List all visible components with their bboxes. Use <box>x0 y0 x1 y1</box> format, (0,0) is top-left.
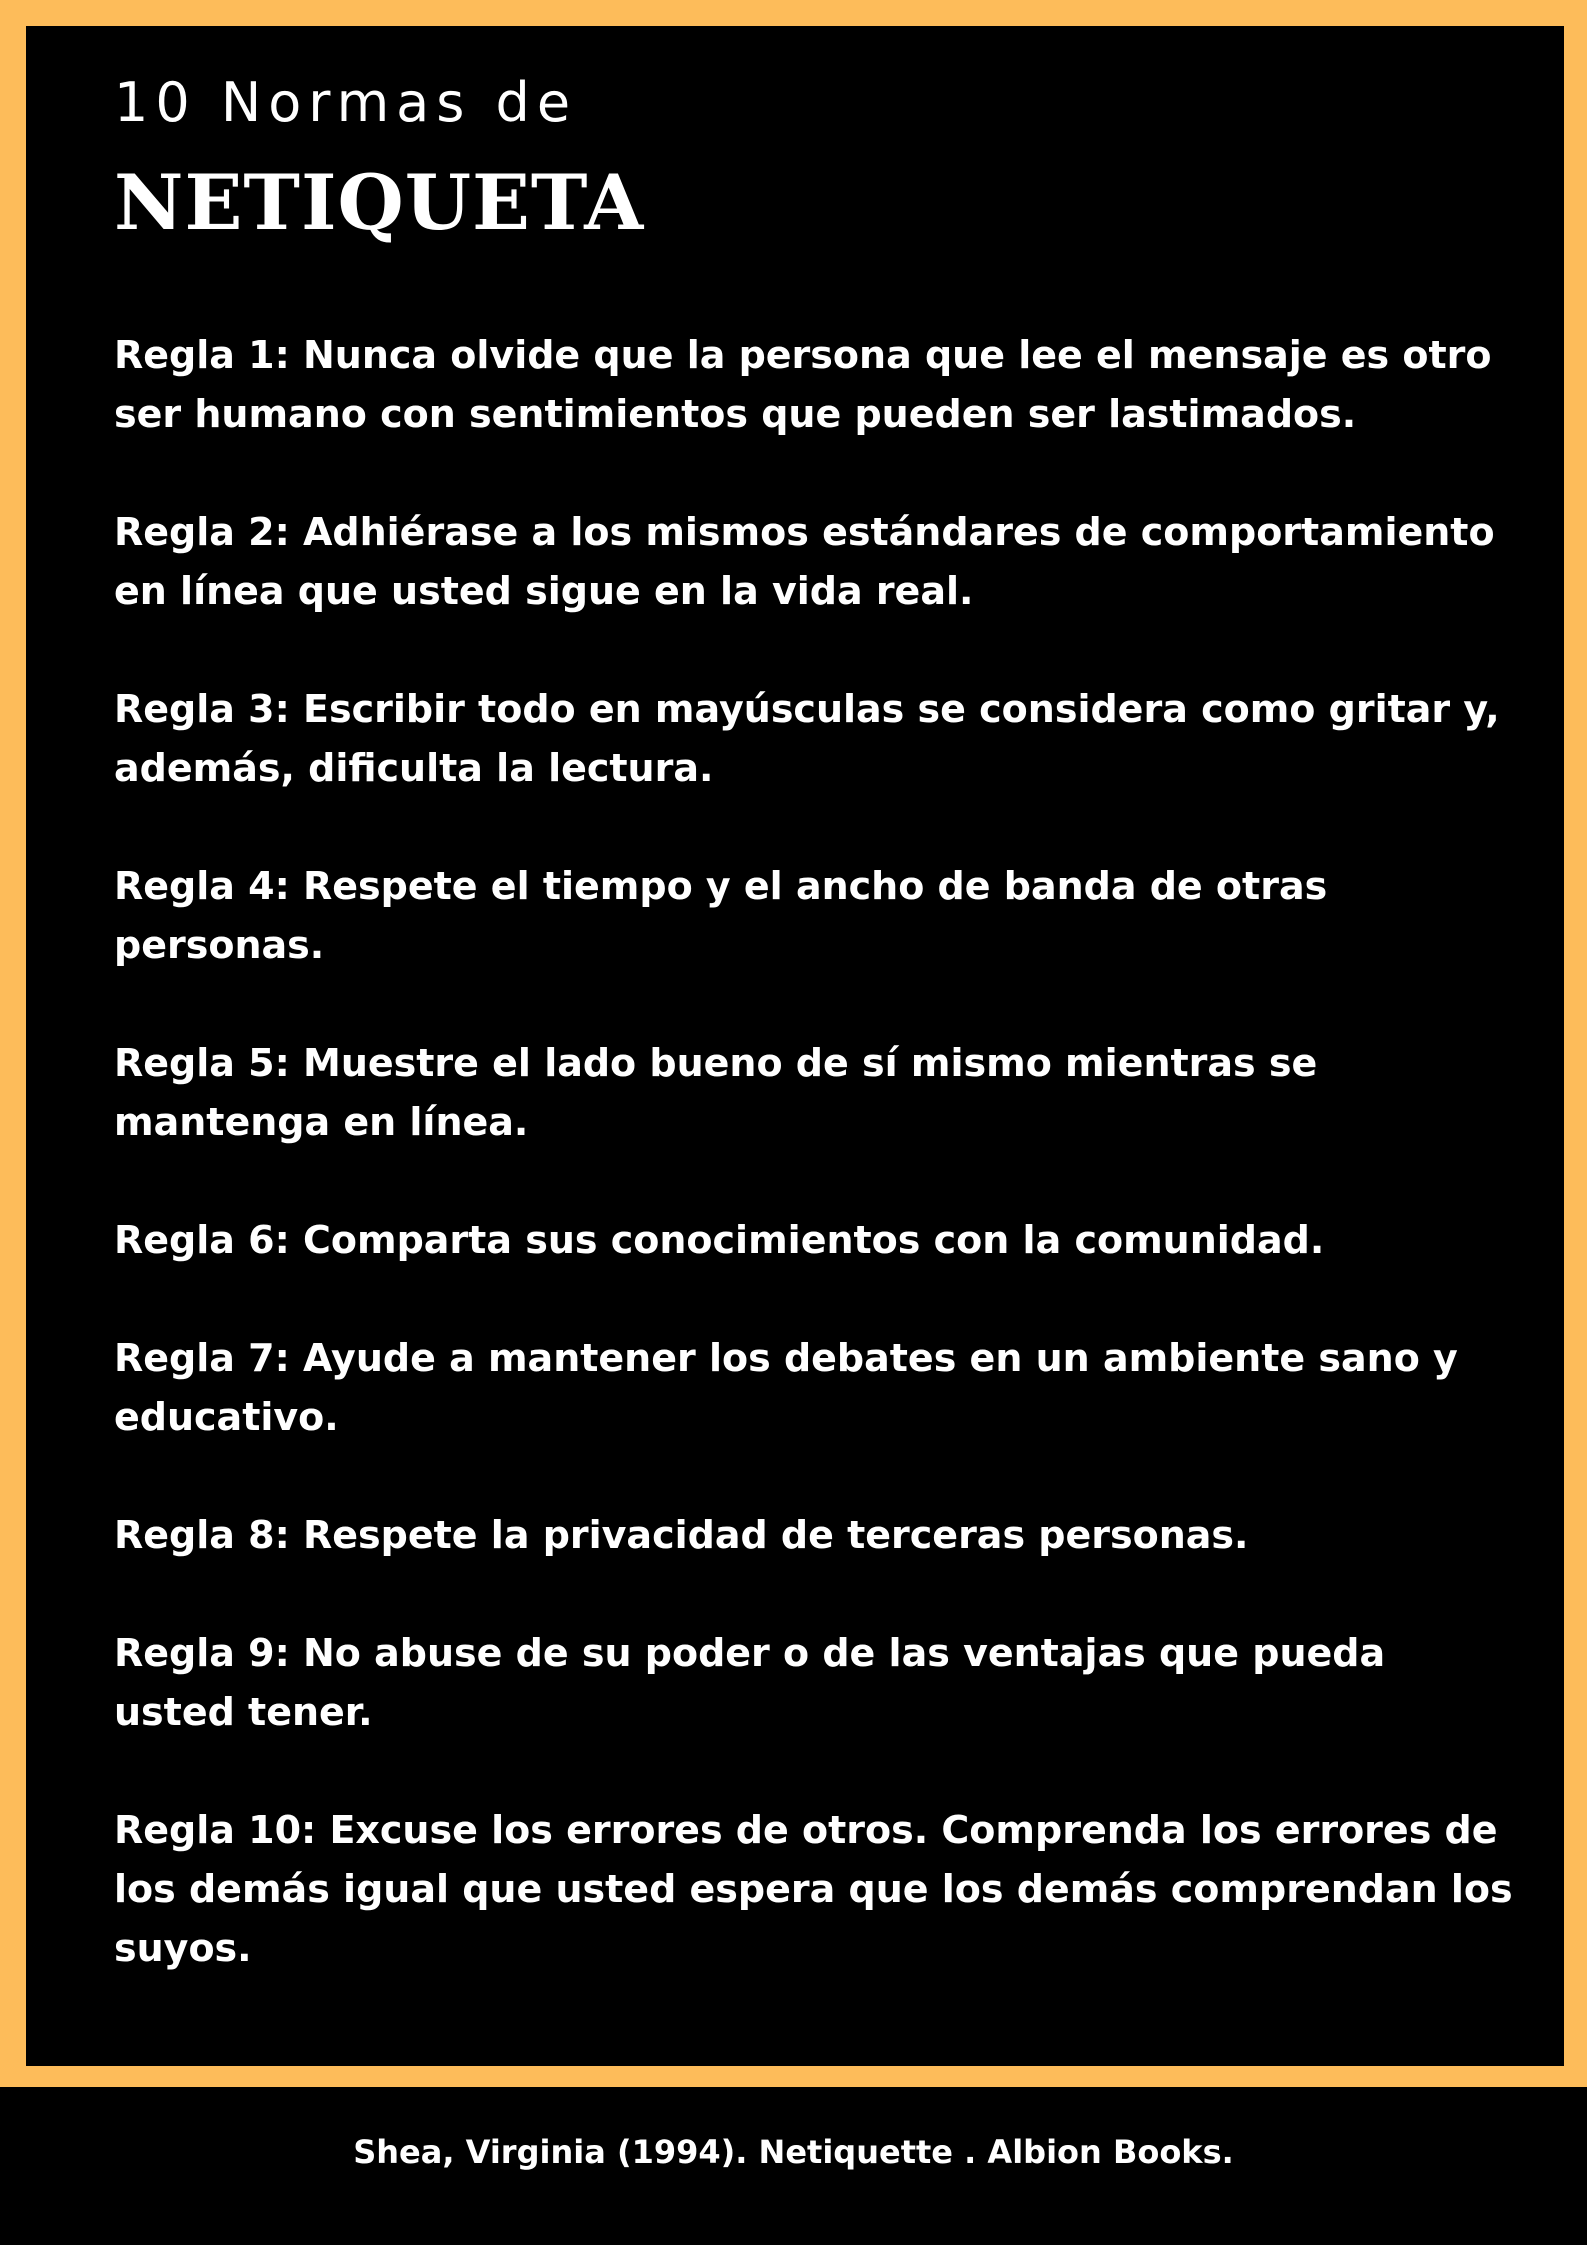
poster-subtitle: 10 Normas de <box>114 71 578 134</box>
rule-item-6: Regla 6: Comparta sus conocimientos con la comunidad. <box>114 1218 1325 1262</box>
rule-item-1: Regla 1: Nunca olvide que la persona que lee el mensaje es otro ser humano con sentimientos que pueden ser lastimados. <box>114 333 1492 436</box>
rules-list <box>114 326 1514 2037</box>
rule-item-5: Regla 5: Muestre el lado bueno de sí mismo mientras se mantenga en línea. <box>114 1041 1318 1144</box>
rule-item-2: Regla 2: Adhiérase a los mismos estándares de comportamiento en línea que usted sigue en la vida real. <box>114 510 1495 613</box>
rule-item-4: Regla 4: Respete el tiempo y el ancho de banda de otras personas. <box>114 864 1328 967</box>
rule-item-3: Regla 3: Escribir todo en mayúsculas se considera como gritar y, además, dificulta la lectura. <box>114 687 1500 790</box>
poster-title: NETIQUETA <box>114 158 645 247</box>
rule-item-7: Regla 7: Ayude a mantener los debates en un ambiente sano y educativo. <box>114 1336 1458 1439</box>
rule-item-8: Regla 8: Respete la privacidad de terceras personas. <box>114 1513 1249 1557</box>
rule-item-10: Regla 10: Excuse los errores de otros. Comprenda los errores de los demás igual que usted espera que los demás comprendan los suyos. <box>114 1808 1513 1970</box>
rule-item-9: Regla 9: No abuse de su poder o de las ventajas que pueda usted tener. <box>114 1631 1386 1734</box>
citation-text: Shea, Virginia (1994). Netiquette . Albion Books. <box>353 2133 1234 2171</box>
